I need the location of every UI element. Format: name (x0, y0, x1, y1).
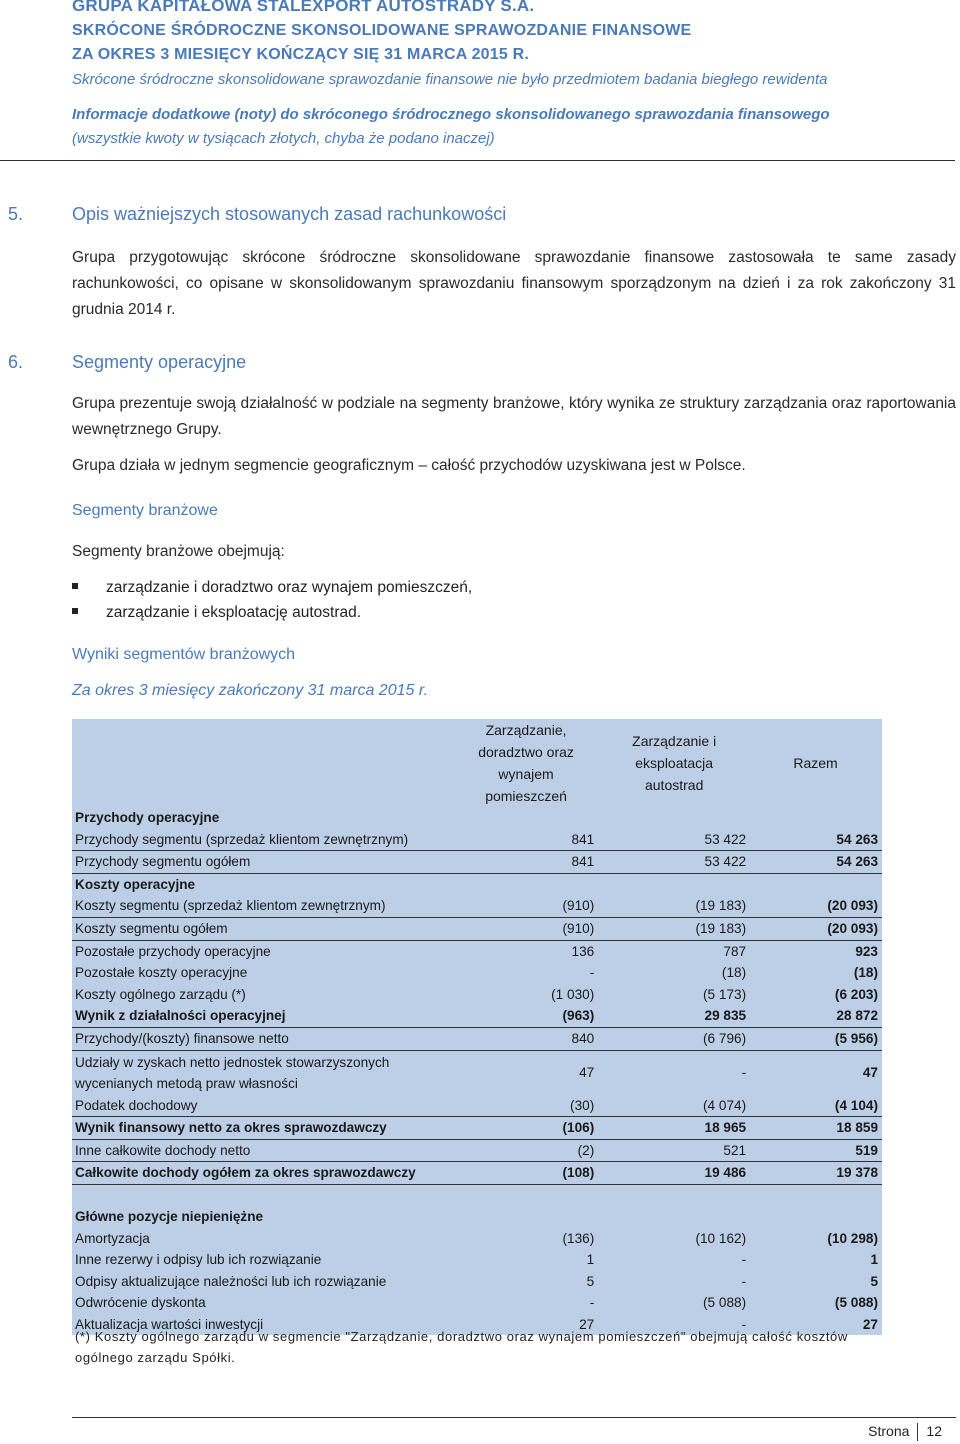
value-total: (5 088) (834, 1295, 878, 1311)
table-spacer-row (72, 1184, 882, 1206)
header-divider (0, 160, 955, 161)
value-mgmt: (910) (454, 917, 598, 940)
value-motorway: (18) (721, 965, 747, 981)
value-mgmt: 841 (454, 851, 598, 874)
value-motorway: 29 835 (598, 1005, 750, 1027)
value-motorway: (6 796) (598, 1027, 750, 1050)
value-mgmt: 136 (571, 943, 595, 959)
value-total: 923 (855, 943, 878, 959)
page-label: Strona (868, 1423, 910, 1439)
section-6-number: 6. (8, 352, 24, 372)
value-motorway (598, 1206, 750, 1228)
table-row (72, 829, 882, 851)
segments-intro: Segmenty branżowe obejmują: (72, 543, 285, 560)
row-label: Koszty ogólnego zarządu (*) (75, 986, 246, 1002)
value-motorway: 787 (723, 943, 747, 959)
value-mgmt (454, 807, 598, 829)
value-motorway: 521 (598, 1139, 750, 1162)
value-mgmt: 1 (586, 1252, 595, 1268)
segment-bullet: zarządzanie i eksploatację autostrad. (72, 600, 361, 626)
segment-bullet: zarządzanie i doradztwo oraz wynajem pomieszczeń, (72, 575, 472, 601)
table-row (72, 940, 882, 962)
row-label: Przychody/(koszty) finansowe netto (72, 1027, 454, 1050)
value-motorway: (19 183) (598, 917, 750, 940)
value-total: (18) (853, 965, 878, 981)
section-5-number: 5. (8, 204, 24, 224)
column-header-total: Razem (793, 755, 838, 771)
row-label: Przychody segmentu ogółem (72, 851, 454, 874)
section-6-para2: Grupa działa w jednym segmencie geograficznym – całość przychodów uzyskiwana jest w Polsce. (72, 457, 746, 474)
value-total: (5 956) (750, 1027, 882, 1050)
value-mgmt: (1 030) (551, 986, 595, 1002)
row-label: Amortyzacja (75, 1230, 150, 1246)
value-motorway: (10 162) (695, 1230, 747, 1246)
value-motorway: - (741, 1273, 747, 1289)
value-total: 19 378 (750, 1162, 882, 1185)
row-label: Pozostałe koszty operacyjne (75, 965, 248, 981)
value-total: 5 (870, 1273, 878, 1289)
table-row (72, 873, 882, 895)
row-label: Wynik z działalności operacyjnej (72, 1005, 454, 1027)
amounts-note: (wszystkie kwoty w tysiącach złotych, chyba że podano inaczej) (72, 130, 495, 147)
value-motorway: 53 422 (598, 851, 750, 874)
value-mgmt: - (589, 1295, 595, 1311)
page-number-value: 12 (926, 1423, 942, 1439)
section-6-title: Segmenty operacyjne (72, 352, 247, 372)
row-label: Pozostałe przychody operacyjne (75, 943, 271, 959)
period-title: Za okres 3 miesięcy zakończony 31 marca 2015 r. (72, 682, 429, 699)
row-label: Główne pozycje niepieniężne (75, 1208, 264, 1224)
value-total: (20 093) (750, 917, 882, 940)
footer-divider (72, 1417, 956, 1418)
segments-subtitle: Segmenty branżowe (72, 502, 218, 519)
table-header-row (72, 719, 882, 807)
section-5-text: Grupa przygotowując skrócone śródroczne skonsolidowane sprawozdanie finansowe zastosowała te same zasady rachunkowości, co opisane w skonsolidowanym sprawozdaniu finansowym sporządzonym na dzień i za rok zakończony 31 grudnia 2014 r. (72, 249, 956, 318)
row-label: Przychody segmentu (sprzedaż klientom zewnętrznym) (72, 829, 454, 851)
value-total: (4 104) (750, 1095, 882, 1117)
table-row (72, 962, 882, 984)
value-total: (10 298) (827, 1230, 878, 1246)
row-label: Przychody operacyjne (75, 810, 220, 825)
row-label: Wynik finansowy netto za okres sprawozdawczy (72, 1117, 454, 1140)
value-mgmt: (2) (454, 1139, 598, 1162)
table-row (72, 1027, 882, 1050)
table-row (72, 1050, 882, 1095)
value-mgmt: - (589, 965, 595, 981)
page-number (868, 1423, 942, 1441)
table-row (72, 1117, 882, 1140)
company-name: GRUPA KAPITAŁOWA STALEXPORT AUTOSTRADY S.A. (72, 0, 535, 15)
table-row (72, 1162, 882, 1185)
value-motorway: 18 965 (598, 1117, 750, 1140)
table-row (72, 1292, 882, 1314)
row-label: Aktualizacja wartości inwestycji (75, 1316, 264, 1332)
value-motorway: (5 173) (703, 986, 747, 1002)
section-6-para1: Grupa prezentuje swoją działalność w podziale na segmenty branżowe, który wynika ze struktury zarządzania oraz raportowania wewnętrznego Grupy. (72, 395, 956, 438)
table-row (72, 917, 882, 940)
value-motorway: - (741, 1065, 747, 1081)
value-mgmt: (136) (562, 1230, 595, 1246)
table-row (72, 1005, 882, 1027)
value-motorway: (5 088) (703, 1295, 747, 1311)
notes-title: Informacje dodatkowe (noty) do skróconego śródrocznego skonsolidowanego sprawozdania finansowego (72, 106, 830, 123)
value-total: (20 093) (750, 895, 882, 917)
value-mgmt: (963) (454, 1005, 598, 1027)
report-title: SKRÓCONE ŚRÓDROCZNE SKONSOLIDOWANE SPRAWOZDANIE FINANSOWE (72, 22, 692, 39)
value-mgmt: (108) (454, 1162, 598, 1185)
bullet-square-icon (72, 608, 78, 614)
table-row (72, 895, 882, 917)
value-total (750, 1206, 882, 1228)
value-motorway: (4 074) (598, 1095, 750, 1117)
value-total: 28 872 (750, 1005, 882, 1027)
page-separator (917, 1423, 918, 1441)
value-mgmt: 47 (579, 1065, 595, 1081)
row-label: Podatek dochodowy (72, 1095, 454, 1117)
value-mgmt: 840 (454, 1027, 598, 1050)
value-total: 18 859 (750, 1117, 882, 1140)
value-total (750, 807, 882, 829)
value-motorway: - (741, 1316, 747, 1332)
row-label: Odwrócenie dyskonta (75, 1295, 206, 1311)
value-total: 519 (750, 1139, 882, 1162)
value-total (750, 873, 882, 895)
value-total: 27 (862, 1316, 878, 1332)
row-label: Koszty segmentu (sprzedaż klientom zewnętrznym) (72, 895, 454, 917)
column-header-mgmt: Zarządzanie, doradztwo oraz wynajem pomieszczeń (478, 722, 574, 804)
table-row (72, 1271, 882, 1293)
value-mgmt: (106) (454, 1117, 598, 1140)
value-total: 47 (862, 1065, 878, 1081)
table-row (72, 1139, 882, 1162)
table-row (72, 807, 882, 829)
value-motorway: (19 183) (598, 895, 750, 917)
value-total: 1 (870, 1252, 878, 1268)
value-mgmt: 841 (454, 829, 598, 851)
table-row (72, 851, 882, 874)
table-row (72, 1249, 882, 1271)
row-label: Udziały w zyskach netto jednostek stowarzyszonych wycenianych metodą praw własności (75, 1054, 390, 1091)
value-motorway: - (741, 1252, 747, 1268)
value-total: 54 263 (750, 851, 882, 874)
bullet-square-icon (72, 583, 78, 589)
column-header-motorway: Zarządzanie i eksploatacja autostrad (632, 733, 717, 793)
audit-note: Skrócone śródroczne skonsolidowane sprawozdanie finansowe nie było przedmiotem badania biegłego rewidenta (72, 71, 828, 88)
value-mgmt: (30) (454, 1095, 598, 1117)
value-mgmt: 27 (579, 1316, 595, 1332)
value-mgmt (454, 873, 598, 895)
value-total: (6 203) (834, 986, 878, 1002)
table-footnote: (*) Koszty ogólnego zarządu w segmencie "Zarządzanie, doradztwo oraz wynajem pomieszczeń" obejmują całość kosztów ogólnego zarządu Spółki. (75, 1329, 848, 1365)
table-row (72, 984, 882, 1006)
value-motorway: 53 422 (598, 829, 750, 851)
row-label: Całkowite dochody ogółem za okres sprawozdawczy (72, 1162, 454, 1185)
value-mgmt (454, 1206, 598, 1228)
table-row (72, 1228, 882, 1250)
value-motorway (598, 807, 750, 829)
value-mgmt: (910) (454, 895, 598, 917)
value-motorway (598, 873, 750, 895)
value-total: 54 263 (750, 829, 882, 851)
table-row (72, 1095, 882, 1117)
value-mgmt: 5 (586, 1273, 595, 1289)
value-motorway: 19 486 (598, 1162, 750, 1185)
segment-results-table (72, 719, 882, 1335)
row-label: Inne całkowite dochody netto (72, 1139, 454, 1162)
results-title: Wyniki segmentów branżowych (72, 646, 296, 663)
report-period: ZA OKRES 3 MIESIĘCY KOŃCZĄCY SIĘ 31 MARCA 2015 R. (72, 46, 530, 63)
section-5-title: Opis ważniejszych stosowanych zasad rachunkowości (72, 204, 507, 224)
row-label: Odpisy aktualizujące należności lub ich rozwiązanie (75, 1273, 387, 1289)
table-row (72, 1206, 882, 1228)
row-label: Koszty segmentu ogółem (72, 917, 454, 940)
row-label: Koszty operacyjne (75, 876, 196, 892)
row-label: Inne rezerwy i odpisy lub ich rozwiązanie (75, 1252, 322, 1268)
